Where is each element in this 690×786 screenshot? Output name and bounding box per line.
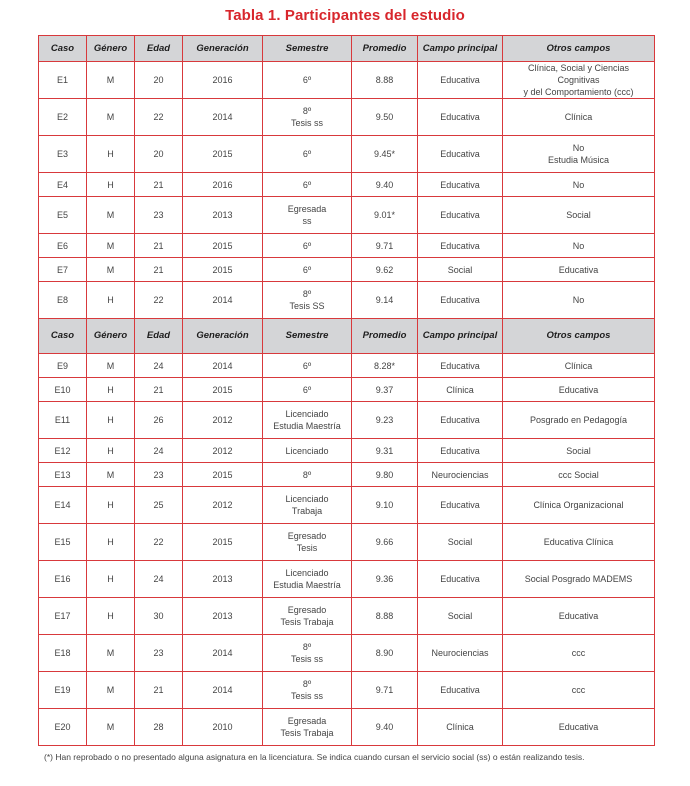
- cell-genero: M: [87, 635, 135, 672]
- cell-line: Clínica, Social y Ciencias Cognitivas: [527, 63, 630, 85]
- cell-line: Educativa: [558, 384, 599, 395]
- cell-generacion: 2015: [183, 234, 263, 258]
- cell-campo-principal: Educativa: [418, 487, 503, 524]
- cell-genero: M: [87, 672, 135, 709]
- cell-otros-campos: [503, 136, 655, 173]
- participants-table: [38, 35, 655, 746]
- cell-promedio: 8.88: [352, 598, 418, 635]
- cell-genero: M: [87, 258, 135, 282]
- cell-line: 6º: [302, 75, 312, 85]
- cell-line: ccc Social: [558, 469, 599, 480]
- cell-promedio: 8.88: [352, 62, 418, 99]
- column-header-semestre: Semestre: [263, 319, 352, 354]
- cell-line: Tesis ss: [290, 118, 323, 128]
- cell-edad: 20: [135, 136, 183, 173]
- cell-line: Educativa Clínica: [543, 537, 614, 547]
- cell-generacion: 2014: [183, 672, 263, 709]
- cell-edad: 24: [135, 354, 183, 378]
- cell-generacion: 2015: [183, 136, 263, 173]
- cell-line: Licenciado: [285, 445, 329, 456]
- cell-genero: M: [87, 234, 135, 258]
- cell-campo-principal: Educativa: [418, 173, 503, 197]
- table-row: [39, 402, 655, 439]
- cell-line: Clínica: [564, 360, 593, 371]
- cell-semestre: [263, 402, 352, 439]
- cell-line: Tesis Trabaja: [280, 728, 334, 738]
- cell-caso: E1: [39, 62, 87, 99]
- cell-promedio: 9.66: [352, 524, 418, 561]
- cell-otros-campos: [503, 258, 655, 282]
- cell-caso: E2: [39, 99, 87, 136]
- cell-line: 6º: [302, 149, 312, 159]
- column-header-edad: Edad: [135, 319, 183, 354]
- table-row: [39, 598, 655, 635]
- cell-promedio: 8.28*: [352, 354, 418, 378]
- table-row: [39, 173, 655, 197]
- cell-edad: 28: [135, 709, 183, 746]
- cell-otros-campos: [503, 561, 655, 598]
- table-row: [39, 62, 655, 99]
- cell-genero: H: [87, 402, 135, 439]
- table-row: [39, 635, 655, 672]
- cell-generacion: 2014: [183, 354, 263, 378]
- cell-semestre: [263, 282, 352, 319]
- cell-line: Social: [566, 210, 591, 220]
- cell-campo-principal: Educativa: [418, 561, 503, 598]
- cell-edad: 21: [135, 378, 183, 402]
- cell-line: No: [572, 143, 585, 153]
- cell-campo-principal: Social: [418, 258, 503, 282]
- cell-line: 8º: [302, 679, 312, 689]
- cell-otros-campos: [503, 598, 655, 635]
- cell-promedio: 9.01*: [352, 197, 418, 234]
- cell-campo-principal: Educativa: [418, 136, 503, 173]
- cell-genero: H: [87, 561, 135, 598]
- cell-genero: H: [87, 487, 135, 524]
- cell-otros-campos: [503, 354, 655, 378]
- cell-edad: 22: [135, 282, 183, 319]
- table-row: [39, 487, 655, 524]
- cell-campo-principal: Neurociencias: [418, 463, 503, 487]
- cell-semestre: [263, 99, 352, 136]
- cell-line: Tesis Trabaja: [280, 617, 334, 627]
- cell-generacion: 2015: [183, 524, 263, 561]
- cell-edad: 21: [135, 672, 183, 709]
- cell-promedio: 9.45*: [352, 136, 418, 173]
- cell-campo-principal: Educativa: [418, 672, 503, 709]
- cell-campo-principal: Educativa: [418, 197, 503, 234]
- column-header-caso: Caso: [39, 36, 87, 62]
- cell-line: ccc: [571, 648, 586, 658]
- cell-line: ccc: [571, 685, 586, 695]
- cell-edad: 23: [135, 635, 183, 672]
- cell-line: 8º: [302, 289, 312, 299]
- cell-line: ss: [302, 216, 312, 226]
- cell-semestre: [263, 561, 352, 598]
- cell-line: 8º: [302, 106, 312, 116]
- table-row: [39, 99, 655, 136]
- table-row: [39, 197, 655, 234]
- cell-generacion: 2013: [183, 561, 263, 598]
- cell-generacion: 2015: [183, 378, 263, 402]
- footnote: (*) Han reprobado o no presentado alguna asignatura en la licenciatura. Se indica cuando cursan el servicio social (ss) o están realizando tesis.: [44, 752, 585, 762]
- cell-generacion: 2012: [183, 439, 263, 463]
- table-row: [39, 234, 655, 258]
- cell-semestre: [263, 487, 352, 524]
- header-row: [39, 36, 655, 62]
- cell-line: y del Comportamiento (ccc): [523, 87, 634, 97]
- cell-generacion: 2010: [183, 709, 263, 746]
- cell-otros-campos: [503, 524, 655, 561]
- cell-genero: M: [87, 463, 135, 487]
- cell-semestre: [263, 354, 352, 378]
- cell-caso: E12: [39, 439, 87, 463]
- cell-generacion: 2014: [183, 635, 263, 672]
- cell-generacion: 2012: [183, 402, 263, 439]
- table-row: [39, 258, 655, 282]
- cell-campo-principal: Educativa: [418, 439, 503, 463]
- cell-genero: M: [87, 62, 135, 99]
- cell-line: Educativa: [558, 611, 599, 621]
- cell-generacion: 2014: [183, 282, 263, 319]
- cell-semestre: [263, 378, 352, 402]
- cell-otros-campos: [503, 197, 655, 234]
- column-header-campo-principal: Campo principal: [418, 319, 503, 354]
- cell-caso: E16: [39, 561, 87, 598]
- cell-semestre: [263, 62, 352, 99]
- cell-line: Clínica: [564, 112, 593, 122]
- cell-semestre: [263, 463, 352, 487]
- cell-generacion: 2013: [183, 197, 263, 234]
- cell-line: Estudia Música: [547, 155, 610, 165]
- cell-generacion: 2015: [183, 463, 263, 487]
- cell-promedio: 9.50: [352, 99, 418, 136]
- cell-edad: 25: [135, 487, 183, 524]
- cell-genero: M: [87, 99, 135, 136]
- table-row: [39, 354, 655, 378]
- cell-genero: M: [87, 709, 135, 746]
- cell-caso: E11: [39, 402, 87, 439]
- cell-caso: E7: [39, 258, 87, 282]
- cell-line: 8º: [302, 469, 312, 480]
- cell-otros-campos: [503, 402, 655, 439]
- cell-caso: E19: [39, 672, 87, 709]
- column-header-promedio: Promedio: [352, 319, 418, 354]
- cell-line: Egresado: [287, 531, 327, 541]
- cell-line: Estudia Maestría: [273, 580, 341, 590]
- cell-semestre: [263, 439, 352, 463]
- cell-campo-principal: Educativa: [418, 282, 503, 319]
- column-header-generacion: Generación: [183, 319, 263, 354]
- cell-campo-principal: Neurociencias: [418, 635, 503, 672]
- cell-edad: 22: [135, 99, 183, 136]
- table-row: [39, 439, 655, 463]
- cell-campo-principal: Educativa: [418, 402, 503, 439]
- cell-genero: H: [87, 282, 135, 319]
- cell-semestre: [263, 524, 352, 561]
- cell-genero: H: [87, 439, 135, 463]
- cell-line: Posgrado en Pedagogía: [529, 415, 628, 425]
- cell-promedio: 9.10: [352, 487, 418, 524]
- cell-line: Clínica Organizacional: [533, 500, 624, 510]
- cell-otros-campos: [503, 439, 655, 463]
- cell-otros-campos: [503, 99, 655, 136]
- cell-campo-principal: Educativa: [418, 234, 503, 258]
- column-header-generacion: Generación: [183, 36, 263, 62]
- cell-generacion: 2012: [183, 487, 263, 524]
- cell-semestre: [263, 136, 352, 173]
- cell-caso: E4: [39, 173, 87, 197]
- cell-line: Educativa: [558, 264, 599, 275]
- table-row: [39, 709, 655, 746]
- cell-semestre: [263, 635, 352, 672]
- column-header-campo-principal: Campo principal: [418, 36, 503, 62]
- cell-promedio: 9.62: [352, 258, 418, 282]
- cell-otros-campos: [503, 282, 655, 319]
- cell-caso: E10: [39, 378, 87, 402]
- cell-otros-campos: [503, 635, 655, 672]
- cell-edad: 20: [135, 62, 183, 99]
- cell-caso: E3: [39, 136, 87, 173]
- cell-caso: E6: [39, 234, 87, 258]
- cell-caso: E18: [39, 635, 87, 672]
- cell-promedio: 9.23: [352, 402, 418, 439]
- cell-campo-principal: Educativa: [418, 62, 503, 99]
- cell-semestre: [263, 197, 352, 234]
- cell-campo-principal: Educativa: [418, 99, 503, 136]
- cell-genero: M: [87, 197, 135, 234]
- cell-line: No: [572, 240, 585, 251]
- table-row: [39, 561, 655, 598]
- table-row: [39, 524, 655, 561]
- cell-genero: H: [87, 173, 135, 197]
- cell-campo-principal: Educativa: [418, 354, 503, 378]
- cell-otros-campos: [503, 62, 655, 99]
- cell-campo-principal: Clínica: [418, 709, 503, 746]
- cell-caso: E17: [39, 598, 87, 635]
- cell-otros-campos: [503, 709, 655, 746]
- cell-promedio: 8.90: [352, 635, 418, 672]
- cell-line: Estudia Maestría: [273, 421, 341, 431]
- cell-caso: E9: [39, 354, 87, 378]
- cell-caso: E20: [39, 709, 87, 746]
- cell-edad: 21: [135, 173, 183, 197]
- cell-line: Trabaja: [291, 506, 323, 516]
- cell-otros-campos: [503, 173, 655, 197]
- cell-generacion: 2015: [183, 258, 263, 282]
- column-header-genero: Género: [87, 319, 135, 354]
- cell-line: 8º: [302, 642, 312, 652]
- cell-otros-campos: [503, 487, 655, 524]
- cell-generacion: 2016: [183, 173, 263, 197]
- column-header-caso: Caso: [39, 319, 87, 354]
- cell-genero: H: [87, 524, 135, 561]
- cell-otros-campos: [503, 234, 655, 258]
- cell-generacion: 2016: [183, 62, 263, 99]
- cell-semestre: [263, 234, 352, 258]
- cell-edad: 23: [135, 463, 183, 487]
- column-header-semestre: Semestre: [263, 36, 352, 62]
- cell-line: No: [572, 179, 585, 190]
- cell-line: Tesis SS: [289, 301, 325, 311]
- cell-campo-principal: Social: [418, 524, 503, 561]
- cell-promedio: 9.71: [352, 672, 418, 709]
- column-header-edad: Edad: [135, 36, 183, 62]
- table-row: [39, 136, 655, 173]
- cell-line: Egresada: [287, 716, 327, 726]
- cell-semestre: [263, 173, 352, 197]
- cell-edad: 24: [135, 561, 183, 598]
- cell-line: Social Posgrado MADEMS: [524, 574, 633, 584]
- cell-promedio: 9.80: [352, 463, 418, 487]
- table-row: [39, 378, 655, 402]
- cell-line: 6º: [302, 240, 312, 251]
- cell-line: 6º: [302, 179, 312, 190]
- cell-caso: E5: [39, 197, 87, 234]
- cell-caso: E8: [39, 282, 87, 319]
- cell-promedio: 9.71: [352, 234, 418, 258]
- cell-line: 6º: [302, 384, 312, 395]
- cell-caso: E15: [39, 524, 87, 561]
- cell-promedio: 9.36: [352, 561, 418, 598]
- cell-semestre: [263, 258, 352, 282]
- cell-semestre: [263, 598, 352, 635]
- header-row: [39, 319, 655, 354]
- cell-line: Licenciado: [285, 568, 329, 578]
- cell-line: Educativa: [558, 722, 599, 732]
- cell-promedio: 9.31: [352, 439, 418, 463]
- cell-line: Tesis ss: [290, 691, 323, 701]
- cell-otros-campos: [503, 672, 655, 709]
- column-header-genero: Género: [87, 36, 135, 62]
- cell-otros-campos: [503, 378, 655, 402]
- table-row: [39, 463, 655, 487]
- cell-edad: 30: [135, 598, 183, 635]
- cell-edad: 22: [135, 524, 183, 561]
- cell-genero: H: [87, 598, 135, 635]
- cell-promedio: 9.14: [352, 282, 418, 319]
- table-row: [39, 672, 655, 709]
- cell-line: Egresado: [287, 605, 327, 615]
- cell-edad: 26: [135, 402, 183, 439]
- cell-promedio: 9.40: [352, 173, 418, 197]
- column-header-otros-campos: Otros campos: [503, 36, 655, 62]
- cell-campo-principal: Clínica: [418, 378, 503, 402]
- cell-line: 6º: [302, 360, 312, 371]
- cell-campo-principal: Social: [418, 598, 503, 635]
- cell-edad: 21: [135, 258, 183, 282]
- cell-line: Tesis: [296, 543, 318, 553]
- cell-edad: 24: [135, 439, 183, 463]
- cell-line: Licenciado: [285, 494, 329, 504]
- table-row: [39, 282, 655, 319]
- cell-line: Tesis ss: [290, 654, 323, 664]
- cell-semestre: [263, 672, 352, 709]
- cell-line: Egresada: [287, 204, 327, 214]
- cell-genero: H: [87, 136, 135, 173]
- column-header-promedio: Promedio: [352, 36, 418, 62]
- cell-otros-campos: [503, 463, 655, 487]
- column-header-otros-campos: Otros campos: [503, 319, 655, 354]
- cell-line: Social: [566, 445, 591, 456]
- cell-genero: M: [87, 354, 135, 378]
- cell-genero: H: [87, 378, 135, 402]
- cell-edad: 23: [135, 197, 183, 234]
- cell-line: No: [572, 295, 585, 305]
- cell-promedio: 9.37: [352, 378, 418, 402]
- cell-caso: E13: [39, 463, 87, 487]
- cell-line: 6º: [302, 264, 312, 275]
- cell-line: Licenciado: [285, 409, 329, 419]
- cell-promedio: 9.40: [352, 709, 418, 746]
- table-title: Tabla 1. Participantes del estudio: [225, 7, 465, 24]
- cell-edad: 21: [135, 234, 183, 258]
- cell-generacion: 2013: [183, 598, 263, 635]
- cell-semestre: [263, 709, 352, 746]
- cell-generacion: 2014: [183, 99, 263, 136]
- cell-caso: E14: [39, 487, 87, 524]
